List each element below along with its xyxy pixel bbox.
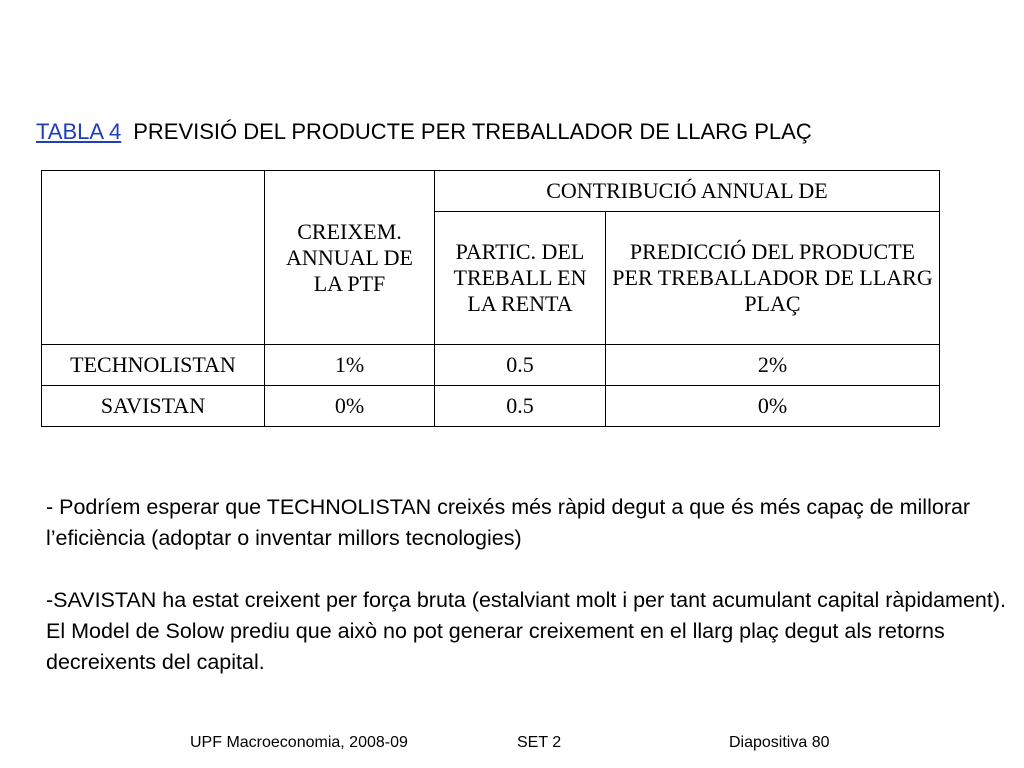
- row-prediction: 0%: [606, 386, 940, 427]
- commentary: [46, 492, 1006, 678]
- commentary-paragraph-technolistan: - Podríem esperar que TECHNOLISTAN creixés més ràpid degut a que és més capaç de millorar l’eficiència (adoptar o inventar millors tecnologies): [46, 495, 971, 550]
- table-reference-link[interactable]: TABLA 4: [36, 119, 122, 144]
- paragraph-spacer: [46, 554, 1006, 585]
- row-country: TECHNOLISTAN: [42, 345, 265, 386]
- commentary-paragraph-savistan: -SAVISTAN ha estat creixent per força bruta (estalviant molt i per tant acumulant capital ràpidament). El Model de Solow prediu que això no pot generar creixement en el llarg plaç degut als retorns decreixents del capital.: [46, 588, 1006, 674]
- row-country: SAVISTAN: [42, 386, 265, 427]
- header-ptf-growth: [265, 171, 435, 345]
- footer-set: SET 2: [517, 734, 562, 751]
- header-ptf-growth-text: CREIXEM. ANNUAL DE LA PTF: [286, 218, 413, 296]
- header-contribution-group: CONTRIBUCIÓ ANNUAL DE: [435, 171, 940, 212]
- forecast-table: [41, 170, 940, 427]
- footer-slide-number: Diapositiva 80: [729, 734, 830, 751]
- slide-title: [36, 119, 812, 145]
- slide-title-text: PREVISIÓ DEL PRODUCTE PER TREBALLADOR DE LLARG PLAÇ: [133, 119, 812, 144]
- row-ptf-growth: 0%: [265, 386, 435, 427]
- header-prediction: [606, 212, 940, 345]
- row-labor-share: 0.5: [435, 345, 606, 386]
- table-row: [42, 386, 940, 427]
- header-labor-share-text: PARTIC. DEL TREBALL EN LA RENTA: [453, 239, 587, 316]
- table-header-row-1: [42, 171, 940, 212]
- row-ptf-growth: 1%: [265, 345, 435, 386]
- header-prediction-text: PREDICCIÓ DEL PRODUCTE PER TREBALLADOR DE LLARG PLAÇ: [612, 239, 933, 316]
- header-labor-share: [435, 212, 606, 345]
- header-empty-cell: [42, 171, 265, 345]
- table-row: [42, 345, 940, 386]
- row-labor-share: 0.5: [435, 386, 606, 427]
- footer-course: UPF Macroeconomia, 2008-09: [190, 734, 408, 751]
- row-prediction: 2%: [606, 345, 940, 386]
